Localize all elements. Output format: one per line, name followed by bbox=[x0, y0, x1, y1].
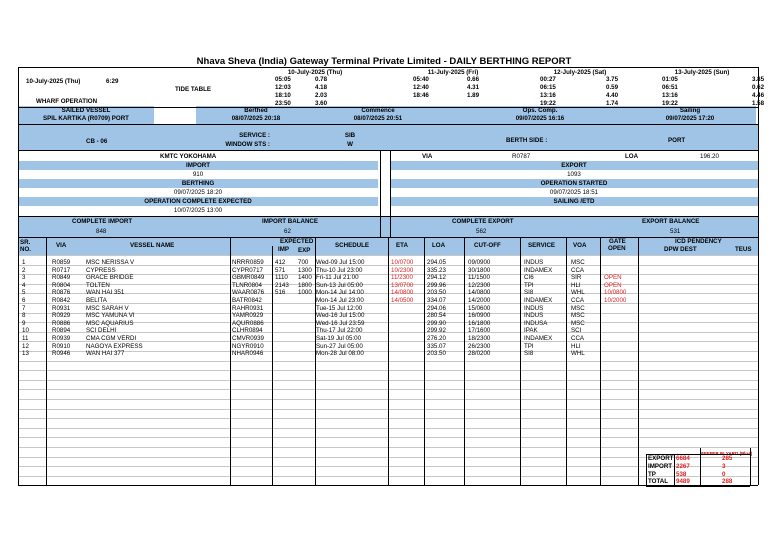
import-label: IMPORT bbox=[185, 162, 211, 169]
row-loa: 276.20 bbox=[427, 335, 446, 342]
service-label: SERVICE : bbox=[239, 132, 270, 139]
row-imp: 516 bbox=[275, 289, 286, 297]
tide-height: 0.78 bbox=[315, 76, 328, 83]
row-via: R0804 bbox=[52, 281, 71, 289]
row-schedule: Mon-14 Jul 23:00 bbox=[316, 297, 364, 304]
row-vessel-name: WAN HAI 377 bbox=[86, 350, 125, 358]
cb-label: CB - 06 bbox=[86, 138, 108, 145]
commence-value: 08/07/2025 20:51 bbox=[353, 115, 403, 122]
tide-height: 0.66 bbox=[467, 76, 480, 83]
row-via: R0717 bbox=[52, 266, 71, 274]
row-vessel-code: WAAR0876 bbox=[232, 289, 265, 297]
col-icd-pendency: ICD PENDENCY bbox=[675, 238, 722, 245]
row-schedule: Tue-15 Jul 12:00 bbox=[316, 304, 363, 312]
row-imp: 412 bbox=[275, 259, 286, 266]
col-schedule: SCHEDULE bbox=[335, 242, 370, 249]
row-service: INDUS bbox=[524, 312, 544, 320]
summary-value: 538 bbox=[676, 470, 687, 478]
row-voa: HLI bbox=[571, 281, 581, 289]
row-cutoff: 14/0800 bbox=[468, 289, 491, 297]
export-label: EXPORT bbox=[561, 162, 587, 169]
row-gate: 10/0800 bbox=[604, 289, 627, 297]
operation-started-value: 09/07/2025 18:51 bbox=[549, 189, 599, 196]
row-service: INDUS bbox=[524, 304, 544, 312]
row-voa: HLI bbox=[571, 342, 581, 350]
tide-height: 3.75 bbox=[606, 76, 619, 83]
row-via: R0859 bbox=[52, 259, 71, 266]
row-vessel-name: CMA CGM VERDI bbox=[86, 335, 137, 342]
row-voa: WHL bbox=[571, 289, 585, 297]
tide-height: 3.60 bbox=[315, 100, 328, 107]
col-via: VIA bbox=[56, 242, 67, 249]
operation-complete-value: 10/07/2025 13:00 bbox=[173, 207, 223, 214]
row-via: R0842 bbox=[52, 297, 71, 304]
col-expected: EXPECTED bbox=[280, 238, 314, 245]
import-value: 910 bbox=[192, 171, 204, 178]
row-vessel-name: BELITA bbox=[86, 297, 107, 304]
tide-date: 10-July-2025 (Thu) bbox=[287, 69, 343, 76]
row-service: INDAMEX bbox=[524, 335, 553, 342]
summary-label: EXPORT bbox=[648, 455, 674, 462]
col-service: SERVICE bbox=[528, 242, 556, 249]
tide-time: 12:03 bbox=[275, 84, 291, 91]
row-schedule: Fri-11 Jul 21:00 bbox=[316, 274, 359, 282]
tide-table-label: TIDE TABLE bbox=[175, 86, 211, 93]
row-loa: 299.92 bbox=[427, 327, 446, 335]
row-sr: 9 bbox=[22, 319, 26, 327]
row-vessel-code: CMVR0939 bbox=[232, 335, 264, 342]
tide-time: 23:50 bbox=[275, 100, 291, 107]
row-loa: 294.06 bbox=[427, 304, 446, 312]
row-vessel-code: TLNR0804 bbox=[232, 281, 262, 289]
col-voa: VOA bbox=[573, 242, 587, 249]
summary-reefer: 288 bbox=[722, 478, 733, 486]
row-voa: MSC bbox=[571, 319, 585, 327]
tide-time: 12:40 bbox=[413, 84, 429, 91]
row-via: R0929 bbox=[52, 312, 71, 320]
complete-export-label: COMPLETE EXPORT bbox=[452, 218, 514, 225]
tide-height: 0.59 bbox=[606, 84, 619, 91]
tide-time: 19:22 bbox=[540, 100, 556, 107]
window-sts-value: W bbox=[347, 141, 353, 148]
row-cutoff: 14/2000 bbox=[468, 297, 491, 304]
row-schedule: Wed-16 Jul 15:00 bbox=[316, 312, 365, 320]
row-service: SI8 bbox=[524, 289, 534, 297]
row-gate: OPEN bbox=[604, 281, 622, 289]
berthed-label: Berthed bbox=[244, 107, 268, 114]
row-vessel-name: MSC SARAH V bbox=[86, 304, 129, 312]
row-loa: 334.07 bbox=[427, 297, 446, 304]
col-dpw-dest: DPW DEST bbox=[664, 246, 697, 253]
via-label: VIA bbox=[422, 153, 433, 160]
row-vessel-name: NAGOYA EXPRESS bbox=[86, 342, 143, 350]
row-sr: 6 bbox=[22, 297, 26, 304]
row-eta: 10/2300 bbox=[391, 266, 414, 274]
row-sr: 1 bbox=[22, 259, 26, 266]
col-gate: GATE bbox=[609, 238, 626, 245]
row-via: R0939 bbox=[52, 335, 71, 342]
row-sr: 3 bbox=[22, 274, 26, 282]
tide-time: 05:05 bbox=[275, 76, 291, 83]
reefer-header: REEFER IN YARD (Plus) bbox=[700, 451, 753, 456]
row-vessel-code: NRRR0859 bbox=[232, 259, 264, 266]
col-eta: ETA bbox=[396, 242, 408, 249]
tide-time: 13:16 bbox=[540, 92, 556, 99]
col-teus: TEUS bbox=[735, 246, 752, 253]
row-exp: 1300 bbox=[298, 266, 312, 274]
row-sr: 2 bbox=[22, 266, 26, 274]
complete-import-value: 848 bbox=[96, 228, 107, 235]
row-voa: MSC bbox=[571, 304, 585, 312]
service-value: SIB bbox=[344, 132, 356, 139]
tide-time: 05:40 bbox=[413, 76, 429, 83]
row-eta: 14/0500 bbox=[391, 297, 414, 304]
row-cutoff: 30/1800 bbox=[468, 266, 491, 274]
tide-time: 01:05 bbox=[662, 76, 678, 83]
vessel-name: KMTC YOKOHAMA bbox=[160, 153, 217, 160]
row-cutoff: 17/1600 bbox=[468, 327, 491, 335]
row-via: R0931 bbox=[52, 304, 71, 312]
row-via: R0910 bbox=[52, 342, 71, 350]
row-exp: 700 bbox=[298, 259, 309, 266]
row-vessel-name: WAN HAI 351 bbox=[86, 289, 125, 297]
row-schedule: Sat-19 Jul 05:00 bbox=[316, 335, 362, 342]
row-vessel-code: GBMR0849 bbox=[232, 274, 265, 282]
row-loa: 294.12 bbox=[427, 274, 446, 282]
row-exp: 1400 bbox=[298, 274, 312, 282]
tide-height: 4.40 bbox=[606, 92, 619, 99]
tide-height: 4.31 bbox=[467, 84, 480, 91]
loa-label: LOA bbox=[625, 153, 639, 160]
row-via: R0886 bbox=[52, 319, 71, 327]
row-schedule: Mon-14 Jul 14:00 bbox=[316, 289, 364, 297]
row-eta: 11/2300 bbox=[391, 274, 413, 282]
summary-label: IMPORT bbox=[648, 462, 673, 470]
row-schedule: Sun-13 Jul 05:00 bbox=[316, 281, 363, 289]
row-cutoff: 09/0900 bbox=[468, 259, 491, 266]
summary-value: 2267 bbox=[676, 462, 690, 470]
row-vessel-code: CLHR0894 bbox=[232, 327, 263, 335]
row-loa: 299.90 bbox=[427, 319, 446, 327]
summary-value: 6684 bbox=[676, 455, 690, 462]
row-sr: 5 bbox=[22, 289, 26, 297]
row-loa: 335.07 bbox=[427, 342, 446, 350]
row-cutoff: 12/2300 bbox=[468, 281, 491, 289]
ops-comp-value: 09/07/2025 16:16 bbox=[515, 115, 565, 122]
row-voa: CCA bbox=[571, 335, 585, 342]
tide-time: 18:10 bbox=[275, 92, 291, 99]
tide-date: 11-July-2025 (Fri) bbox=[427, 69, 479, 76]
row-exp: 1800 bbox=[298, 281, 312, 289]
sailing-etd-label: SAILING /ETD bbox=[553, 198, 595, 205]
row-eta: 10/0700 bbox=[391, 259, 414, 266]
operation-complete-label: OPERATION COMPLETE EXPECTED bbox=[144, 198, 252, 205]
row-service: SI8 bbox=[524, 350, 534, 358]
berth-side-value: PORT bbox=[668, 137, 686, 144]
col-exp: EXP bbox=[298, 247, 311, 254]
via-value: R0787 bbox=[512, 153, 531, 160]
row-schedule: Sun-27 Jul 05:00 bbox=[316, 342, 363, 350]
summary-value: 9489 bbox=[676, 478, 690, 486]
row-schedule: Wed-16 Jul 23:59 bbox=[316, 319, 365, 327]
row-vessel-code: CYPR0717 bbox=[232, 266, 263, 274]
col-vessel-name: VESSEL NAME bbox=[130, 242, 175, 249]
row-voa: MSC bbox=[571, 312, 585, 320]
row-service: INDUSA bbox=[524, 319, 548, 327]
tide-time: 13:16 bbox=[662, 92, 678, 99]
row-cutoff: 26/2300 bbox=[468, 342, 491, 350]
loa-value: 196.20 bbox=[700, 153, 719, 160]
row-via: R0849 bbox=[52, 274, 71, 282]
row-schedule: Mon-28 Jul 08:00 bbox=[316, 350, 364, 358]
row-loa: 203.50 bbox=[427, 350, 446, 358]
tide-date: 13-July-2025 (Sun) bbox=[674, 69, 730, 76]
row-vessel-name: TOLTEN bbox=[86, 281, 110, 289]
row-service: CI6 bbox=[524, 274, 534, 282]
summary-label: TP bbox=[648, 470, 656, 478]
tide-height: 1.89 bbox=[467, 92, 480, 99]
row-voa: WHL bbox=[571, 350, 585, 358]
row-vessel-code: RAHR0931 bbox=[232, 304, 264, 312]
row-via: R0894 bbox=[52, 327, 71, 335]
berthed-value: 08/07/2025 20:18 bbox=[231, 115, 281, 122]
row-loa: 335.23 bbox=[427, 266, 446, 274]
row-sr: 11 bbox=[22, 335, 29, 342]
col-cutoff: CUT-OFF bbox=[474, 242, 501, 249]
row-voa: SCI bbox=[571, 327, 582, 335]
row-cutoff: 16/1800 bbox=[468, 319, 491, 327]
row-service: INDAMEX bbox=[524, 266, 553, 274]
row-service: TPI bbox=[524, 342, 534, 350]
tide-height: 2.03 bbox=[315, 92, 328, 99]
row-sr: 12 bbox=[22, 342, 29, 350]
row-vessel-code: YAMR0929 bbox=[232, 312, 264, 320]
row-sr: 4 bbox=[22, 281, 26, 289]
row-vessel-name: SCI DELHI bbox=[86, 327, 117, 335]
page-title: Nhava Sheva (India) Gateway Terminal Private Limited - DAILY BERTHING REPORT bbox=[196, 56, 572, 67]
row-voa: MSC bbox=[571, 259, 585, 266]
complete-export-value: 562 bbox=[476, 228, 487, 235]
row-vessel-name: CYPRESS bbox=[86, 266, 116, 274]
import-balance-value: 62 bbox=[284, 228, 291, 235]
row-loa: 294.05 bbox=[427, 259, 446, 266]
row-cutoff: 16/0900 bbox=[468, 312, 491, 320]
row-schedule: Wed-09 Jul 15:00 bbox=[316, 259, 365, 266]
col-loa: LOA bbox=[432, 242, 446, 249]
row-vessel-name: GRACE BRIDGE bbox=[86, 274, 134, 282]
export-value: 1093 bbox=[567, 171, 581, 178]
col-open: OPEN bbox=[608, 245, 626, 252]
tide-height: 0.62 bbox=[752, 84, 765, 91]
export-balance-label: EXPORT BALANCE bbox=[642, 218, 700, 225]
row-sr: 13 bbox=[22, 350, 29, 358]
berthing-label: BERTHING bbox=[181, 180, 215, 187]
row-cutoff: 15/0600 bbox=[468, 304, 491, 312]
tide-height: 1.74 bbox=[606, 100, 619, 107]
row-voa: CCA bbox=[571, 297, 585, 304]
operation-started-label: OPERATION STARTED bbox=[540, 180, 608, 187]
window-sts-label: WINDOW STS : bbox=[225, 141, 270, 148]
row-sr: 7 bbox=[22, 304, 26, 312]
row-sr: 8 bbox=[22, 312, 26, 320]
complete-import-label: COMPLETE IMPORT bbox=[72, 218, 133, 225]
row-via: R0946 bbox=[52, 350, 71, 358]
row-gate: 10/2000 bbox=[604, 297, 627, 304]
col-sr: SR. bbox=[20, 239, 31, 246]
row-cutoff: 11/1500 bbox=[468, 274, 490, 282]
row-eta: 14/0800 bbox=[391, 289, 414, 297]
row-vessel-code: NGYR0910 bbox=[232, 342, 264, 350]
summary-reefer: 0 bbox=[722, 470, 726, 478]
tide-height: 4.18 bbox=[315, 84, 328, 91]
row-schedule: Thu-17 Jul 22:00 bbox=[316, 327, 363, 335]
report-time: 6:29 bbox=[106, 78, 119, 85]
tide-time: 00:27 bbox=[540, 76, 556, 83]
row-loa: 203.50 bbox=[427, 289, 446, 297]
berth-side-label: BERTH SIDE : bbox=[506, 137, 548, 144]
row-service: TPI bbox=[524, 281, 534, 289]
row-cutoff: 18/2300 bbox=[468, 335, 491, 342]
sailed-vessel-label: SAILED VESSEL bbox=[61, 107, 111, 114]
row-gate: OPEN bbox=[604, 274, 622, 282]
row-vessel-code: AQUR0886 bbox=[232, 319, 264, 327]
col-imp: IMP bbox=[278, 246, 290, 253]
tide-time: 19:22 bbox=[662, 100, 678, 107]
tide-height: 1.58 bbox=[752, 100, 765, 107]
commence-label: Commence bbox=[361, 107, 395, 114]
sailing-label: Sailing bbox=[679, 107, 701, 114]
row-vessel-name: MSC AQUARIUS bbox=[86, 319, 134, 327]
tide-time: 18:46 bbox=[413, 92, 429, 99]
tide-height: 4.46 bbox=[752, 92, 765, 99]
row-vessel-name: MSC NERISSA V bbox=[86, 259, 135, 266]
tide-time: 06:51 bbox=[662, 84, 678, 91]
export-balance-value: 531 bbox=[670, 228, 681, 235]
berthing-value: 09/07/2025 18:20 bbox=[173, 189, 223, 196]
row-service: IPAK bbox=[524, 327, 538, 335]
sailed-vessel-value: SPIL KARTIKA (R0709) PORT bbox=[43, 115, 129, 122]
row-service: INDAMEX bbox=[524, 297, 553, 304]
row-service: INDUS bbox=[524, 259, 544, 266]
row-vessel-name: MSC YAMUNA VI bbox=[86, 312, 135, 320]
summary-reefer: 3 bbox=[722, 462, 726, 470]
tide-time: 06:15 bbox=[540, 84, 556, 91]
ops-comp-label: Ops. Comp. bbox=[522, 107, 558, 114]
row-vessel-code: BATR0842 bbox=[232, 297, 262, 304]
tide-height: 3.85 bbox=[752, 76, 765, 83]
row-loa: 280.54 bbox=[427, 312, 446, 320]
row-vessel-code: NHAR0946 bbox=[232, 350, 264, 358]
sailing-value: 09/07/2025 17:20 bbox=[665, 115, 715, 122]
row-cutoff: 28/0200 bbox=[468, 350, 491, 358]
row-via: R0876 bbox=[52, 289, 71, 297]
row-eta: 13/0700 bbox=[391, 281, 414, 289]
row-imp: 1110 bbox=[275, 274, 288, 282]
summary-reefer: 285 bbox=[722, 455, 733, 462]
row-imp: 2143 bbox=[275, 281, 289, 289]
col-no: NO. bbox=[20, 246, 32, 253]
row-imp: 571 bbox=[275, 266, 286, 274]
tide-date: 12-July-2025 (Sat) bbox=[553, 69, 607, 76]
report-date: 10-July-2025 (Thu) bbox=[26, 78, 81, 85]
wharf-operation-label: WHARF OPERATION bbox=[36, 98, 98, 105]
row-sr: 10 bbox=[22, 327, 29, 335]
row-voa: SIR bbox=[571, 274, 582, 282]
import-balance-label: IMPORT BALANCE bbox=[262, 218, 319, 225]
row-voa: CCA bbox=[571, 266, 585, 274]
summary-label: TOTAL bbox=[648, 478, 669, 486]
row-loa: 299.96 bbox=[427, 281, 446, 289]
row-exp: 1000 bbox=[298, 289, 312, 297]
row-schedule: Thu-10 Jul 23:00 bbox=[316, 266, 363, 274]
